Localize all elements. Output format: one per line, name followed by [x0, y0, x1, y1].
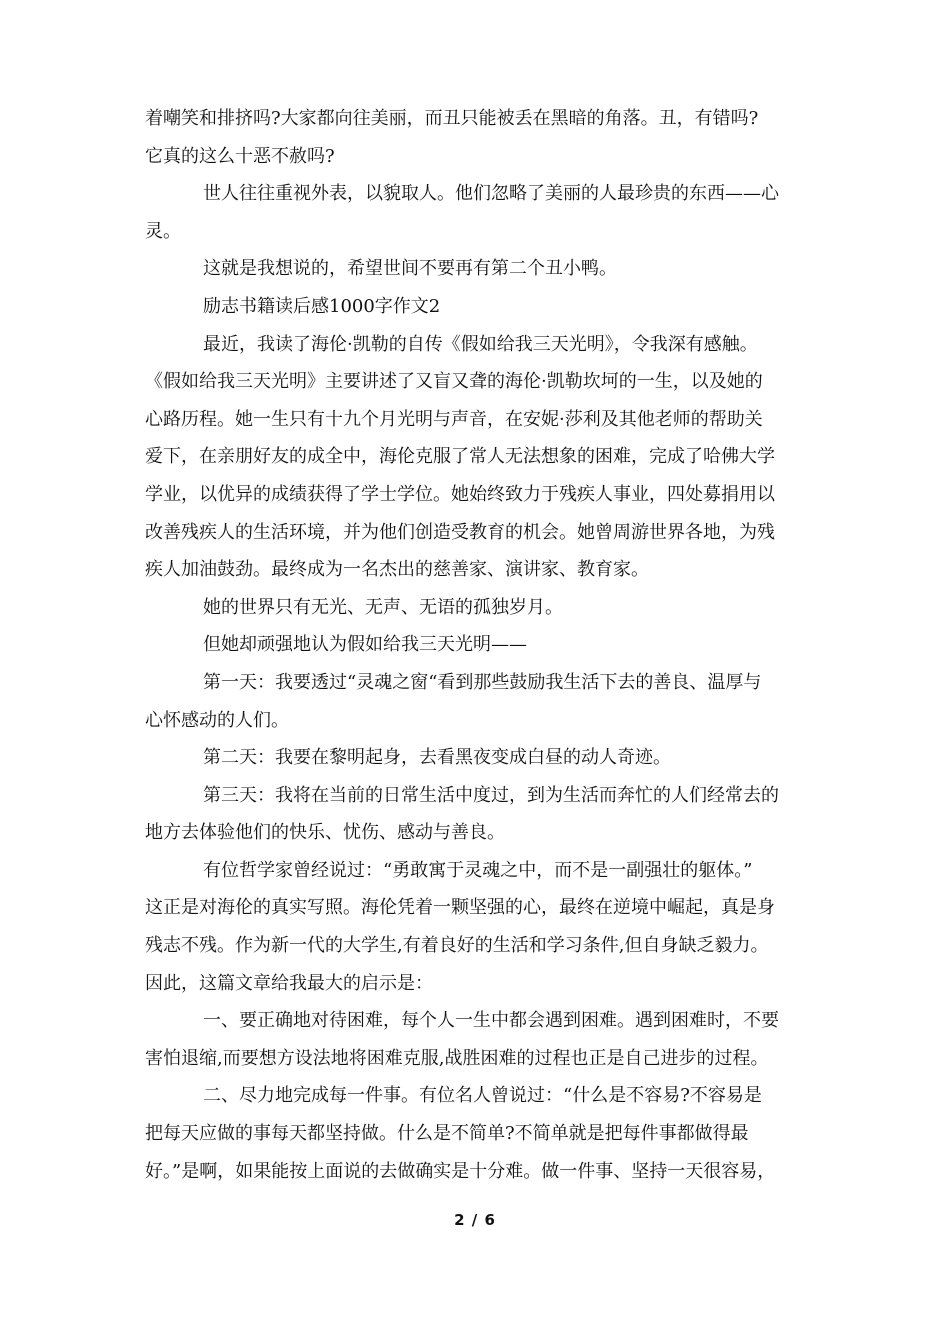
text-line: 但她却顽强地认为假如给我三天光明—— [203, 634, 527, 656]
page-number: 2 / 6 [454, 1211, 496, 1229]
text-line: 《假如给我三天光明》主要讲述了又盲又聋的海伦·凯勒坎坷的一生，以及她的 [145, 371, 763, 393]
text-line: 因此，这篇文章给我最大的启示是： [145, 972, 433, 994]
text-line: 灵。 [145, 220, 181, 242]
text-line: 励志书籍读后感1000字作文2 [203, 295, 441, 317]
text-line: 心怀感动的人们。 [145, 709, 289, 731]
text-line: 学业，以优异的成绩获得了学士学位。她始终致力于残疾人事业，四处募捐用以 [145, 483, 775, 505]
text-line: 一、要正确地对待困难，每个人一生中都会遇到困难。遇到困难时，不要 [203, 1010, 779, 1032]
text-line: 着嘲笑和排挤吗?大家都向往美丽，而丑只能被丢在黑暗的角落。丑，有错吗? [145, 108, 759, 129]
text-line: 心路历程。她一生只有十九个月光明与声音，在安妮·莎利及其他老师的帮助关 [145, 408, 763, 430]
text-line: 残志不残。作为新一代的大学生,有着良好的生活和学习条件,但自身缺乏毅力。 [145, 935, 769, 957]
document-body [145, 100, 815, 1190]
text-line: 这就是我想说的，希望世间不要再有第二个丑小鸭。 [203, 258, 617, 280]
text-line: 地方去体验他们的快乐、忧伤、感动与善良。 [145, 822, 505, 844]
text-line: 第一天：我要透过“灵魂之窗“看到那些鼓励我生活下去的善良、温厚与 [203, 671, 762, 693]
text-line: 害怕退缩,而要想方设法地将困难克服,战胜困难的过程也正是自己进步的过程。 [145, 1047, 769, 1069]
text-line: 爱下，在亲朋好友的成全中，海伦克服了常人无法想象的困难，完成了哈佛大学 [145, 446, 775, 468]
text-line: 她的世界只有无光、无声、无语的孤独岁月。 [203, 596, 563, 618]
text-line: 它真的这么十恶不赦吗? [145, 145, 335, 167]
text-line: 最近，我读了海伦·凯勒的自传《假如给我三天光明》，令我深有感触。 [203, 333, 758, 355]
text-line: 世人往往重视外表，以貌取人。他们忽略了美丽的人最珍贵的东西——心 [203, 183, 779, 205]
text-line: 疾人加油鼓劲。最终成为一名杰出的慈善家、演讲家、教育家。 [145, 559, 649, 581]
text-line: 第三天：我将在当前的日常生活中度过，到为生活而奔忙的人们经常去的 [203, 784, 779, 806]
text-line: 二、尽力地完成每一件事。有位名人曾说过：“什么是不容易?不容易是 [203, 1085, 762, 1107]
text-line: 第二天：我要在黎明起身，去看黑夜变成白昼的动人奇迹。 [203, 747, 671, 769]
text-line: 这正是对海伦的真实写照。海伦凭着一颗坚强的心，最终在逆境中崛起，真是身 [145, 897, 775, 919]
text-line: 改善残疾人的生活环境，并为他们创造受教育的机会。她曾周游世界各地，为残 [145, 521, 775, 543]
text-line: 有位哲学家曾经说过：“勇敢寓于灵魂之中，而不是一副强壮的躯体。” [203, 859, 753, 881]
text-line: 把每天应做的事每天都坚持做。什么是不简单?不简单就是把每件事都做得最 [145, 1123, 749, 1145]
text-line: 好。”是啊，如果能按上面说的去做确实是十分难。做一件事、坚持一天很容易， [145, 1160, 776, 1182]
